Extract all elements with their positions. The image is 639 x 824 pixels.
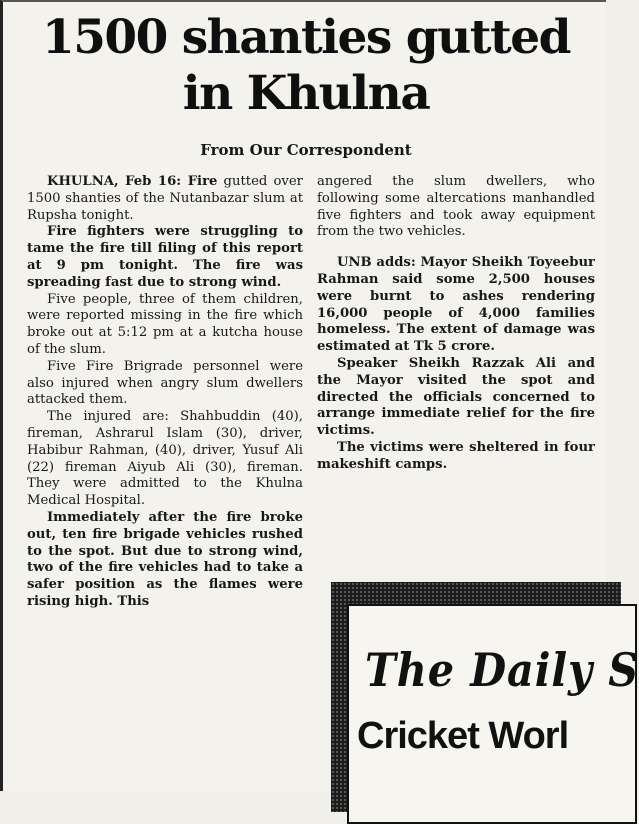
- advertisement-box: [347, 604, 637, 824]
- dateline-text: gutted over 1500 shanties of the Nutanbazar slum at Rupsha tonight.: [27, 174, 303, 223]
- paragraph-firefighters: Fire fighters were struggling to tame the fire till filing of this report at 9 pm tonight. The fire was spreading fast due to strong wind.: [27, 224, 303, 290]
- paragraph-unb: UNB adds: Mayor Sheikh Toyeebur Rahman said some 2,500 houses were burnt to ashes rendering 16,000 people of 4,000 families homeless. The extent of damage was estimated at Tk 5 crore.: [317, 255, 595, 355]
- paragraph-dateline: [27, 174, 303, 224]
- advertisement-frame: [331, 582, 639, 812]
- paragraph-continued: angered the slum dwellers, who following some altercations manhandled five fighters and took away equipment from the two vehicles.: [317, 174, 595, 240]
- advertisement-masthead: The Daily S: [365, 643, 639, 697]
- dateline: KHULNA, Feb 16: Fire: [47, 174, 218, 189]
- article-column-left: [27, 174, 303, 611]
- paragraph-injured-list: The injured are: Shahbuddin (40), fireman, Ashrarul Islam (30), driver, Habibur Rahman, (40), driver, Yusuf Ali (22) fireman Aiyub Ali (30), fireman. They were admitted to the Khulna Medical Hospital.: [27, 409, 303, 509]
- headline: [9, 10, 603, 122]
- paragraph-injured-personnel: Five Fire Brigrade personnel were also injured when angry slum dwellers attacked them.: [27, 358, 303, 408]
- paragraph-victims: The victims were sheltered in four makeshift camps.: [317, 439, 595, 472]
- paragraph-speaker: Speaker Sheikh Razzak Ali and the Mayor visited the spot and directed the officials concerned to arrange immediate relief for the fire victims.: [317, 355, 595, 439]
- headline-line-1: 1500 shanties gutted: [42, 10, 570, 65]
- headline-line-2: in Khulna: [182, 66, 430, 121]
- paragraph-vehicles: Immediately after the fire broke out, ten fire brigade vehicles rushed to the spot. But due to strong wind, two of the fire vehicles had to take a safer position as the flames were rising high. This: [27, 509, 303, 609]
- paragraph-missing: Five people, three of them children, were reported missing in the fire which broke out at 5:12 pm at a kutcha house of the slum.: [27, 291, 303, 357]
- advertisement-subtitle: Cricket Worl: [357, 715, 569, 757]
- article-column-right: [317, 174, 595, 474]
- byline: From Our Correspondent: [200, 141, 412, 159]
